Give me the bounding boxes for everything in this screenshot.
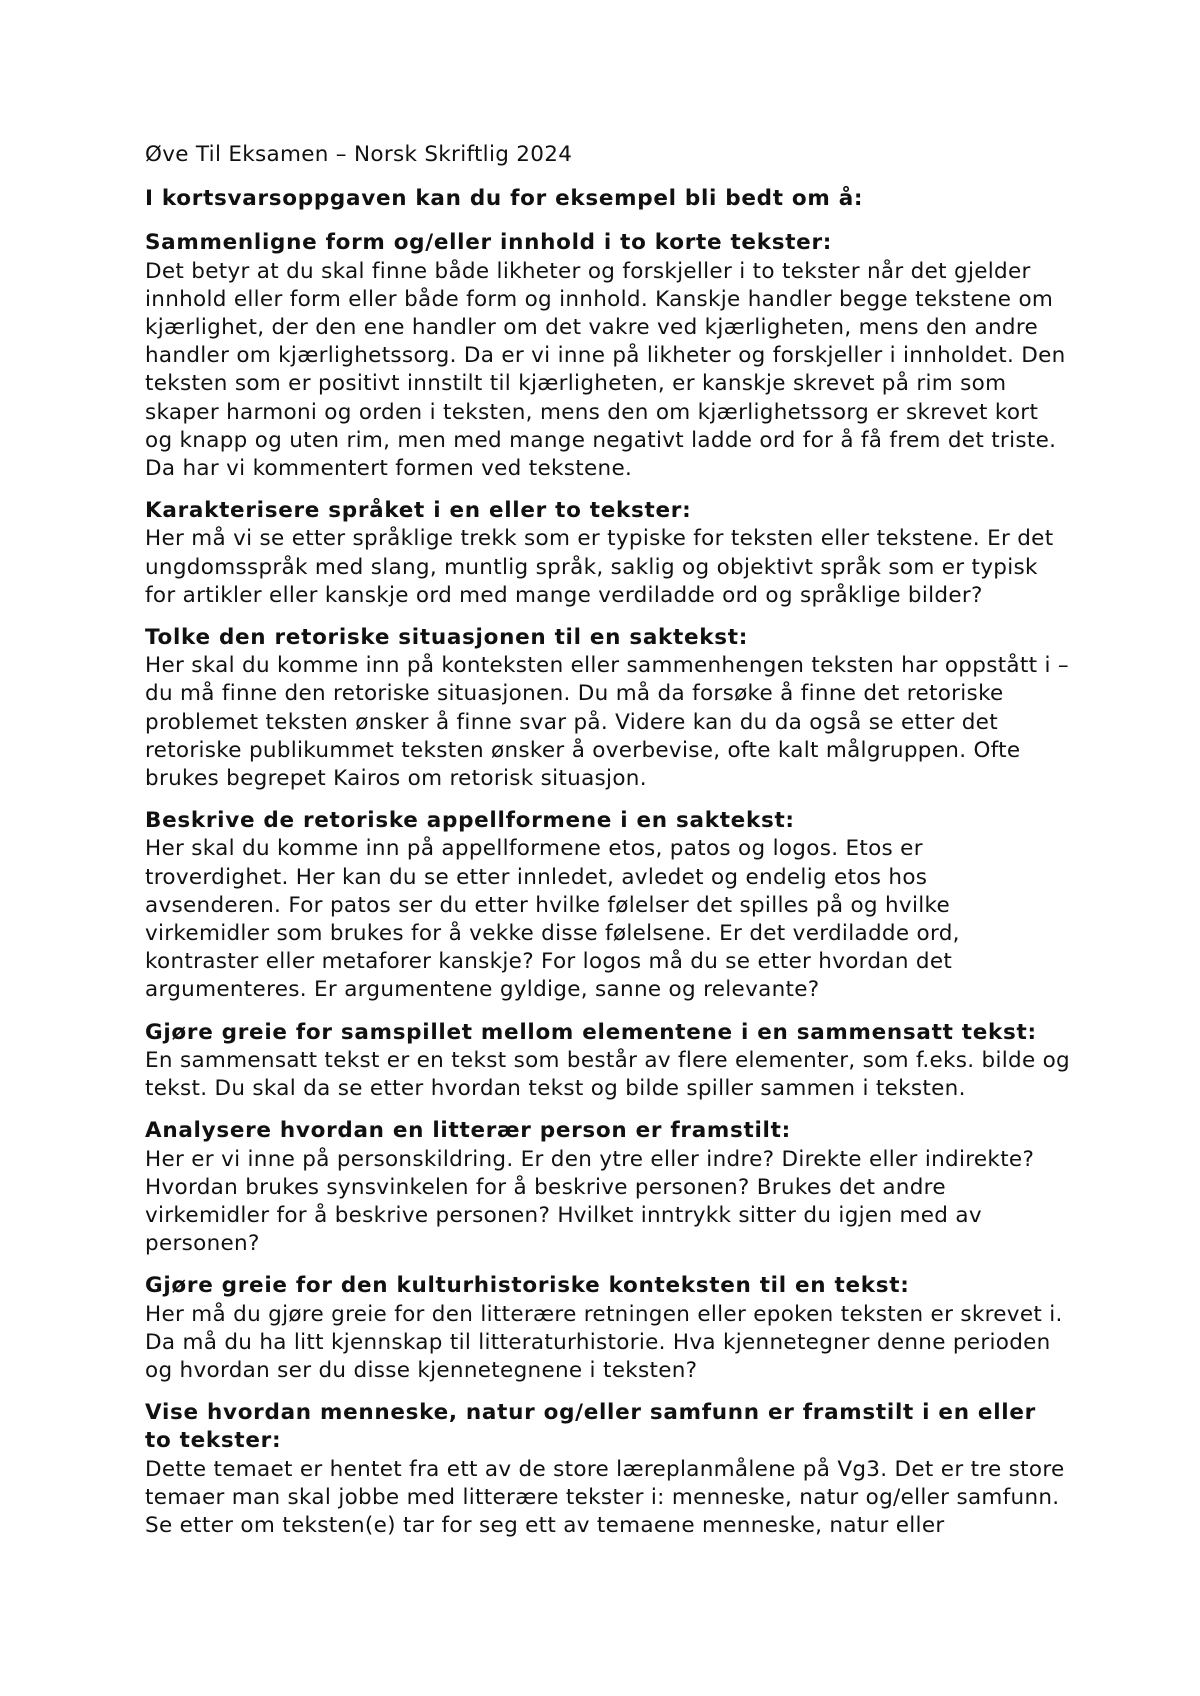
document-content bbox=[145, 141, 1070, 1554]
section-rhetorical-situation bbox=[145, 624, 1070, 793]
section-human-nature-society bbox=[145, 1399, 1070, 1540]
section-language bbox=[145, 497, 1070, 610]
section-heading: Analysere hvordan en litterær person er framstilt: bbox=[145, 1118, 791, 1144]
document-title: Øve Til Eksamen – Norsk Skriftlig 2024 bbox=[145, 142, 573, 167]
section-literary-person bbox=[145, 1117, 1070, 1258]
section-body: Her må du gjøre greie for den litterære retningen eller epoken teksten er skrevet i. Da må du ha litt kjennskap til litteraturhistorie. Hva kjennetegner denne perioden og hvordan ser du disse kjennetegnene i teksten? bbox=[145, 1301, 1063, 1383]
section-heading: Karakterisere språket i en eller to tekster: bbox=[145, 498, 692, 524]
section-body: Det betyr at du skal finne både likheter og forskjeller i to tekster når det gjelder innhold eller form eller både form og innhold. Kanskje handler begge tekstene om kjærlighet, der den ene handler om det vakre ved kjærligheten, mens den andre handler om kjærlighetssorg. Da er vi inne på likheter og forskjeller i innholdet. Den teksten som er positivt innstilt til kjærligheten, er kanskje skrevet på rim som skaper harmoni og orden i teksten, mens den om kjærlighetssorg er skrevet kort og knapp og uten rim, men med mange negativt ladde ord for å få frem det triste. Da har vi kommentert formen ved tekstene. bbox=[145, 258, 1066, 482]
section-body: Her må vi se etter språklige trekk som er typiske for teksten eller tekstene. Er det ungdomsspråk med slang, muntlig språk, saklig og objektivt språk som er typisk for artikler eller kanskje ord med mange verdiladde ord og språklige bilder? bbox=[145, 526, 1054, 608]
section-heading: Vise hvordan menneske, natur og/eller samfunn er framstilt i en eller to tekster: bbox=[145, 1400, 1036, 1454]
section-appeal-forms bbox=[145, 807, 1070, 1004]
section-heading: Sammenligne form og/eller innhold i to korte tekster: bbox=[145, 230, 833, 256]
section-compare bbox=[145, 229, 1070, 483]
section-heading: Gjøre greie for samspillet mellom elementene i en sammensatt tekst: bbox=[145, 1019, 1037, 1045]
section-body: En sammensatt tekst er en tekst som består av flere elementer, som f.eks. bilde og tekst. Du skal da se etter hvordan tekst og bilde spiller sammen i teksten. bbox=[145, 1047, 1071, 1102]
section-cultural-context bbox=[145, 1272, 1070, 1385]
section-body: Her skal du komme inn på appellformene etos, patos og logos. Etos er troverdighet. Her kan du se etter innledet, avledet og endelig etos hos avsenderen. For patos ser du etter hvilke følelser det spilles på og hvilke virkemidler som brukes for å vekke disse følelsene. Er det verdiladde ord, kontraster eller metaforer kanskje? For logos må du se etter hvordan det argumenteres. Er argumentene gyldige, sanne og relevante? bbox=[145, 836, 960, 1003]
section-body: Her skal du komme inn på konteksten eller sammenhengen teksten har oppstått i – du må finne den retoriske situasjonen. Du må da forsøke å finne det retoriske problemet teksten ønsker å finne svar på. Videre kan du da også se etter det retoriske publikummet teksten ønsker å overbevise, ofte kalt målgruppen. Ofte brukes begrepet Kairos om retorisk situasjon. bbox=[145, 653, 1069, 792]
section-heading: Gjøre greie for den kulturhistoriske konteksten til en tekst: bbox=[145, 1273, 910, 1299]
section-heading: Tolke den retoriske situasjonen til en saktekst: bbox=[145, 625, 749, 651]
section-body: Her er vi inne på personskildring. Er den ytre eller indre? Direkte eller indirekte? Hvordan brukes synsvinkelen for å beskrive personen? Brukes det andre virkemidler for å beskrive personen? Hvilket inntrykk sitter du igjen med av personen? bbox=[145, 1146, 1035, 1257]
section-body: Dette temaet er hentet fra ett av de store læreplanmålene på Vg3. Det er tre store temaer man skal jobbe med litterære tekster i: menneske, natur og/eller samfunn. Se etter om teksten(e) tar for seg ett av temaene menneske, natur eller bbox=[145, 1456, 1065, 1538]
section-heading: Beskrive de retoriske appellformene i en saktekst: bbox=[145, 808, 795, 834]
section-multimodal-text bbox=[145, 1019, 1070, 1104]
intro-heading: I kortsvarsoppgaven kan du for eksempel bli bedt om å: bbox=[145, 186, 864, 212]
